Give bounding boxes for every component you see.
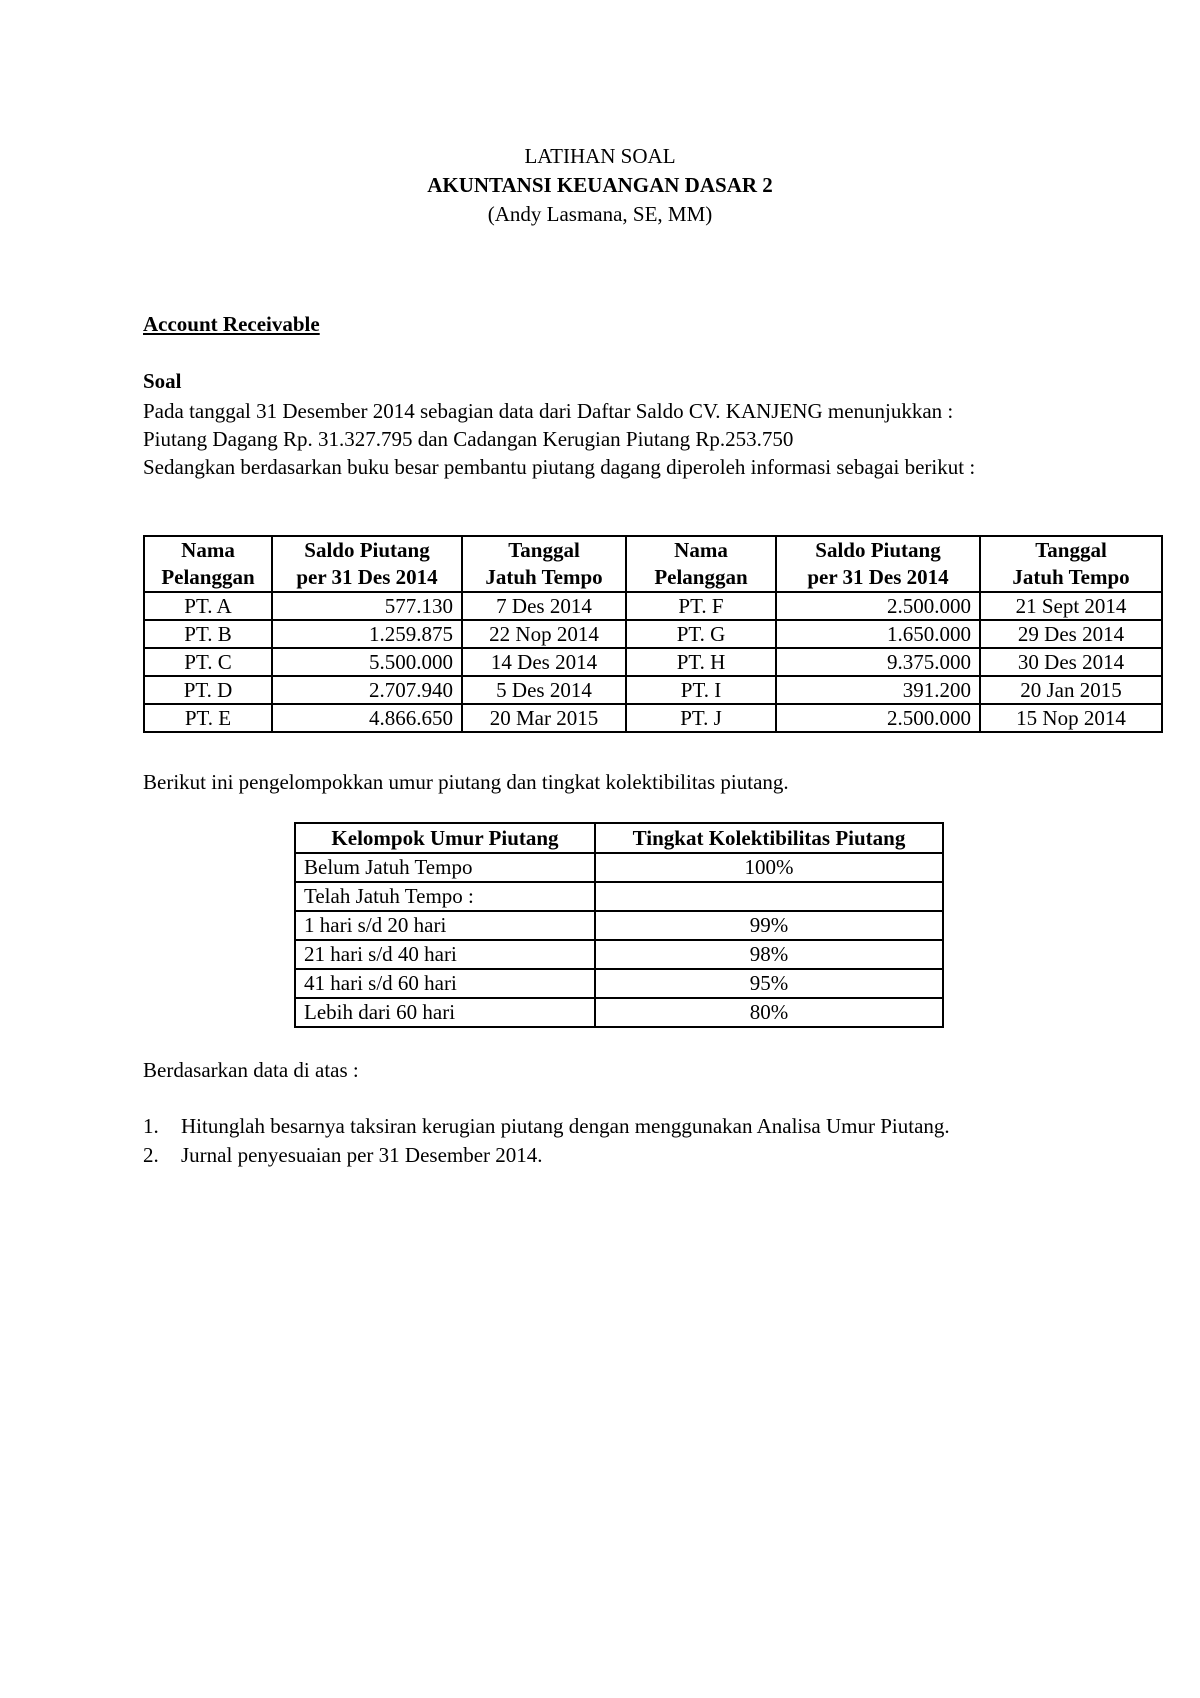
task-text: Hitunglah besarnya taksiran kerugian piutang dengan menggunakan Analisa Umur Piutang.	[181, 1114, 950, 1138]
balance-cell: 1.650.000	[776, 620, 980, 648]
course-title: AKUNTANSI KEUANGAN DASAR 2	[427, 173, 773, 197]
customer-name: PT. B	[144, 620, 272, 648]
customer-name: PT. F	[626, 592, 776, 620]
rate-cell: 100%	[595, 853, 943, 882]
header-balance: Saldo Piutang per 31 Des 2014	[272, 536, 462, 592]
rate-cell: 80%	[595, 998, 943, 1027]
customer-name: PT. H	[626, 648, 776, 676]
section-heading: Account Receivable	[143, 312, 320, 336]
table-row	[144, 704, 1162, 732]
intro-paragraph	[143, 397, 1091, 453]
age-group-cell: 21 hari s/d 40 hari	[295, 940, 595, 969]
due-date-cell: 15 Nop 2014	[980, 704, 1162, 732]
due-date-cell: 5 Des 2014	[462, 676, 626, 704]
table-row	[295, 940, 943, 969]
age-group-cell: Belum Jatuh Tempo	[295, 853, 595, 882]
balance-cell: 577.130	[272, 592, 462, 620]
aging-rates-table	[294, 822, 944, 1028]
balance-cell: 391.200	[776, 676, 980, 704]
intro-line-1: Pada tanggal 31 Desember 2014 sebagian data dari Daftar Saldo CV. KANJENG menunjukkan :	[143, 399, 954, 423]
customer-name: PT. C	[144, 648, 272, 676]
document-title: LATIHAN SOAL	[524, 144, 676, 168]
balance-cell: 4.866.650	[272, 704, 462, 732]
customer-name: PT. E	[144, 704, 272, 732]
aging-intro-text: Berikut ini pengelompokkan umur piutang dan tingkat kolektibilitas piutang.	[143, 770, 789, 794]
rate-cell: 99%	[595, 911, 943, 940]
customer-name: PT. A	[144, 592, 272, 620]
balance-cell: 2.707.940	[272, 676, 462, 704]
due-date-cell: 20 Jan 2015	[980, 676, 1162, 704]
header-balance: Saldo Piutang per 31 Des 2014	[776, 536, 980, 592]
task-text: Jurnal penyesuaian per 31 Desember 2014.	[181, 1143, 543, 1167]
intro-line-2: Piutang Dagang Rp. 31.327.795 dan Cadangan Kerugian Piutang Rp.253.750	[143, 427, 794, 451]
conclusion-text: Berdasarkan data di atas :	[143, 1058, 359, 1082]
age-group-cell: 41 hari s/d 60 hari	[295, 969, 595, 998]
table-header-row	[144, 536, 1162, 592]
list-number: 2.	[143, 1143, 159, 1167]
due-date-cell: 21 Sept 2014	[980, 592, 1162, 620]
due-date-cell: 29 Des 2014	[980, 620, 1162, 648]
customer-name: PT. D	[144, 676, 272, 704]
table-row	[295, 969, 943, 998]
list-item	[143, 1141, 950, 1170]
document-title-block	[0, 142, 1200, 229]
table-row	[295, 998, 943, 1027]
list-number: 1.	[143, 1114, 159, 1138]
due-date-cell: 20 Mar 2015	[462, 704, 626, 732]
ledger-intro-paragraph: Sedangkan berdasarkan buku besar pembantu piutang dagang diperoleh informasi sebagai berikut :	[143, 455, 976, 479]
table-row	[295, 853, 943, 882]
header-due-date: Tanggal Jatuh Tempo	[980, 536, 1162, 592]
due-date-cell: 7 Des 2014	[462, 592, 626, 620]
due-date-cell: 30 Des 2014	[980, 648, 1162, 676]
customer-name: PT. J	[626, 704, 776, 732]
header-collectibility-rate: Tingkat Kolektibilitas Piutang	[595, 823, 943, 853]
table-row	[144, 592, 1162, 620]
question-label: Soal	[143, 369, 182, 393]
header-customer-name: Nama Pelanggan	[626, 536, 776, 592]
header-age-group: Kelompok Umur Piutang	[295, 823, 595, 853]
author-line: (Andy Lasmana, SE, MM)	[487, 202, 713, 226]
table-row	[144, 648, 1162, 676]
rate-cell: 98%	[595, 940, 943, 969]
table-row	[144, 676, 1162, 704]
rate-cell: 95%	[595, 969, 943, 998]
balance-cell: 1.259.875	[272, 620, 462, 648]
table-row	[144, 620, 1162, 648]
due-date-cell: 22 Nop 2014	[462, 620, 626, 648]
age-group-cell: Telah Jatuh Tempo :	[295, 882, 595, 911]
header-due-date: Tanggal Jatuh Tempo	[462, 536, 626, 592]
table-row	[295, 911, 943, 940]
customer-name: PT. I	[626, 676, 776, 704]
due-date-cell: 14 Des 2014	[462, 648, 626, 676]
header-customer-name: Nama Pelanggan	[144, 536, 272, 592]
age-group-cell: 1 hari s/d 20 hari	[295, 911, 595, 940]
list-item	[143, 1112, 950, 1141]
table-header-row	[295, 823, 943, 853]
balance-cell: 5.500.000	[272, 648, 462, 676]
balance-cell: 2.500.000	[776, 592, 980, 620]
age-group-cell: Lebih dari 60 hari	[295, 998, 595, 1027]
task-list	[143, 1112, 950, 1170]
balance-cell: 2.500.000	[776, 704, 980, 732]
rate-cell	[595, 882, 943, 911]
balance-cell: 9.375.000	[776, 648, 980, 676]
customer-name: PT. G	[626, 620, 776, 648]
customer-balances-table	[143, 535, 1163, 733]
table-row	[295, 882, 943, 911]
